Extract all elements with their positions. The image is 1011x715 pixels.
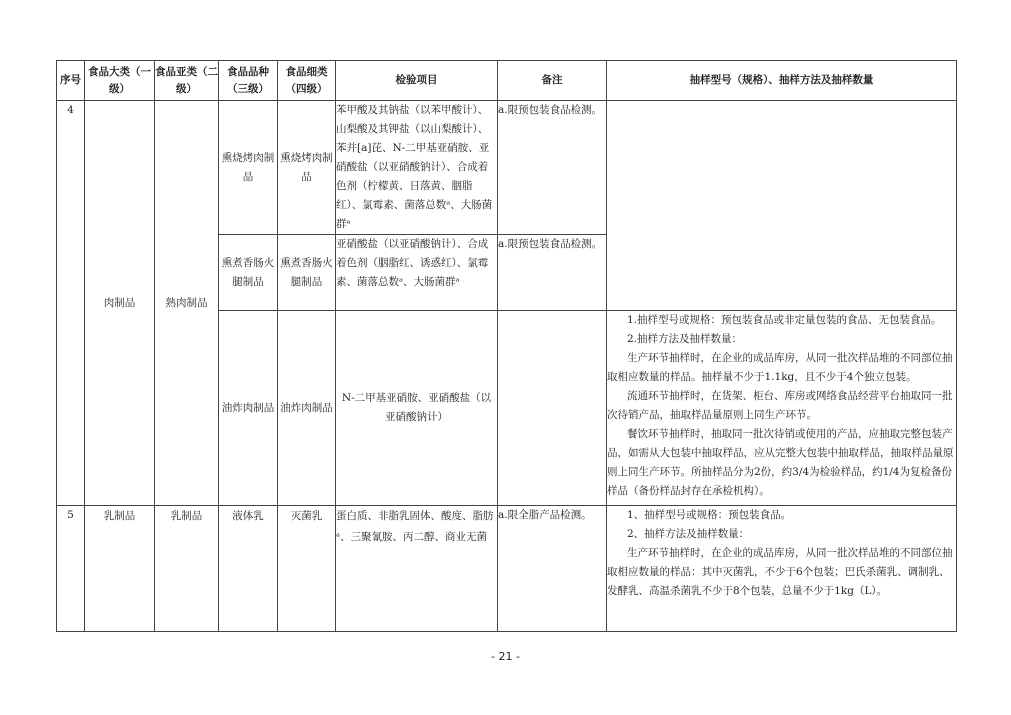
row4-sub2-cat4: 熏煮香肠火腿制品	[278, 235, 336, 311]
sampling-table	[56, 60, 957, 632]
header-method: 抽样型号（规格）、抽样方法及抽样数量	[607, 61, 957, 101]
header-cat1: 食品大类（一级）	[85, 61, 155, 101]
header-cat4: 食品细类（四级）	[278, 61, 336, 101]
row5-method-p3: 生产环节抽样时，在企业的成品库房，从同一批次样品堆的不同部位抽取相应数量的样品：其中灭菌乳，不少于6个包装；巴氏杀菌乳、调制乳、发酵乳、高温杀菌乳不少于8个包装，总量不少于1kg（L）。	[607, 547, 953, 597]
row4-cat2: 熟肉制品	[155, 101, 219, 506]
row4-method-p4: 流通环节抽样时，在货架、柜台、库房或网络食品经营平台抽取同一批次待销产品，抽取样品量原则上同生产环节。	[607, 390, 953, 421]
row5-items: 蛋白质、非脂乳固体、酸度、脂肪ᵃ、三聚氰胺、丙二醇、商业无菌	[336, 506, 498, 632]
header-notes: 备注	[498, 61, 607, 101]
header-seq: 序号	[57, 61, 85, 101]
row4-sub1-cat3: 熏烧烤肉制品	[219, 101, 278, 235]
row4-sub3-items: N-二甲基亚硝胺、亚硝酸盐（以亚硝酸钠计）	[336, 311, 498, 506]
row5-method-p2: 2、抽样方法及抽样数量：	[627, 528, 750, 540]
row5-seq: 5	[57, 506, 85, 632]
row4-sub2-notes: a.限预包装食品检测。	[498, 235, 607, 311]
row4-sub3-cat3: 油炸肉制品	[219, 311, 278, 506]
header-cat2: 食品亚类（二级）	[155, 61, 219, 101]
row5-cat2: 乳制品	[155, 506, 219, 632]
table-row	[57, 506, 957, 632]
row4-method	[607, 311, 957, 506]
row4-sub1-items: 苯甲酸及其钠盐（以苯甲酸计）、山梨酸及其钾盐（以山梨酸计）、苯并[a]芘、N-二甲基亚硝胺、亚硝酸盐（以亚硝酸钠计）、合成着色剂（柠檬黄、日落黄、胭脂红）、氯霉素、菌落总数ᵃ、大肠菌群ᵃ	[336, 101, 498, 235]
row4-sub3-notes	[498, 311, 607, 506]
row5-cat1: 乳制品	[85, 506, 155, 632]
row4-method-p5: 餐饮环节抽样时，抽取同一批次待销或使用的产品，应抽取完整包装产品，如需从大包装中抽取样品，应从完整大包装中抽取样品，抽取样品量原则上同生产环节。所抽样品分为2份，约3/4为检验样品，约1/4为复检备份样品（备份样品封存在承检机构）。	[607, 428, 954, 497]
table-row	[57, 101, 957, 235]
row4-cat1: 肉制品	[85, 101, 155, 506]
row4-sub1-notes: a.限预包装食品检测。	[498, 101, 607, 235]
row4-method-p3: 生产环节抽样时，在企业的成品库房，从同一批次样品堆的不同部位抽取相应数量的样品。抽样量不少于1.1kg，且不少于4个独立包装。	[607, 352, 953, 383]
row4-sub2-items: 亚硝酸盐（以亚硝酸钠计）、合成着色剂（胭脂红、诱惑红）、氯霉素、菌落总数ᵃ、大肠菌群ᵃ	[336, 235, 498, 311]
row4-sub1-cat4: 熏烧烤肉制品	[278, 101, 336, 235]
row4-seq: 4	[57, 101, 85, 506]
row4-method-p2: 2.抽样方法及抽样数量：	[627, 333, 743, 345]
row5-notes: a.限全脂产品检测。	[498, 506, 607, 632]
row5-method	[607, 506, 957, 632]
header-cat3: 食品品种（三级）	[219, 61, 278, 101]
header-row	[57, 61, 957, 101]
row4-method-p1: 1.抽样型号或规格：预包装食品或非定量包装的食品、无包装食品。	[627, 314, 942, 326]
row4-sub2-cat3: 熏煮香肠火腿制品	[219, 235, 278, 311]
row4-method-empty	[607, 101, 957, 311]
row5-cat4: 灭菌乳	[278, 506, 336, 632]
row5-cat3: 液体乳	[219, 506, 278, 632]
row4-sub3-cat4: 油炸肉制品	[278, 311, 336, 506]
row5-method-p1: 1、抽样型号或规格：预包装食品。	[627, 509, 792, 521]
header-items: 检验项目	[336, 61, 498, 101]
page-number: - 21 -	[491, 650, 520, 663]
